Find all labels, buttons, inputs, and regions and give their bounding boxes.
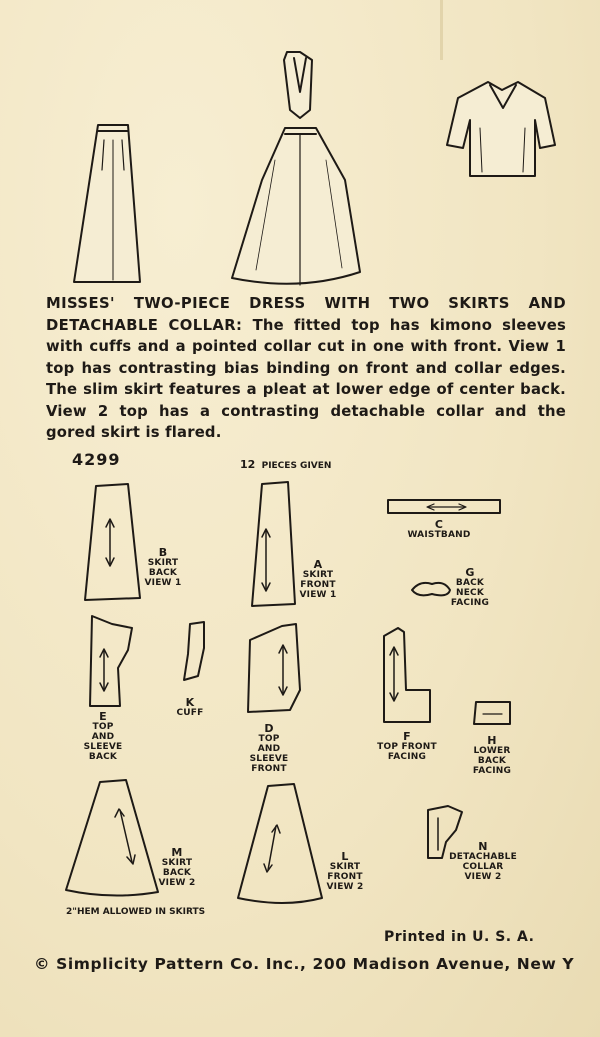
fitted-top-illustration — [447, 82, 555, 176]
label-piece-L: L SKIRT FRONT VIEW 2 — [326, 850, 364, 892]
piece-M-skirt-back-v2 — [66, 780, 158, 896]
label-piece-M: M SKIRT BACK VIEW 2 — [158, 846, 196, 888]
piece-E-top-back — [90, 616, 132, 706]
label-piece-C: C WAISTBAND — [407, 518, 471, 540]
piece-L-skirt-front-v2 — [238, 784, 322, 903]
pattern-number: 4299 — [72, 450, 121, 469]
piece-K-cuff — [184, 622, 204, 680]
piece-G-back-neck-facing — [412, 583, 450, 595]
description-heading: MISSES' TWO-PIECE DRESS WITH TWO SKIRTS AND DETACHABLE COLLAR: — [46, 295, 566, 334]
piece-B-skirt-back — [85, 484, 140, 600]
piece-F-top-front-facing — [384, 628, 430, 722]
pattern-description — [46, 293, 566, 444]
hem-note: 2"HEM ALLOWED IN SKIRTS — [66, 907, 206, 917]
piece-H-lower-back-facing — [474, 702, 510, 724]
pieces-given — [240, 458, 331, 471]
label-piece-N: N DETACHABLE COLLAR VIEW 2 — [449, 840, 517, 882]
pieces-label: PIECES GIVEN — [261, 461, 332, 471]
label-piece-A: A SKIRT FRONT VIEW 1 — [299, 558, 337, 600]
pieces-count: 12 — [240, 458, 256, 471]
slim-skirt-illustration — [74, 125, 140, 282]
collar-illustration — [284, 52, 312, 118]
label-piece-F: F TOP FRONT FACING — [377, 730, 437, 762]
flared-skirt-illustration — [232, 128, 360, 285]
label-piece-E: E TOP AND SLEEVE BACK — [83, 710, 123, 762]
piece-A-skirt-front — [252, 482, 295, 606]
label-piece-H: H LOWER BACK FACING — [472, 734, 512, 776]
label-piece-D: D TOP AND SLEEVE FRONT — [249, 722, 289, 774]
piece-D-top-front — [248, 624, 300, 712]
printed-in: Printed in U. S. A. — [384, 929, 535, 945]
label-piece-G: G BACK NECK FACING — [450, 566, 490, 608]
label-piece-K: K CUFF — [176, 696, 204, 718]
label-piece-B: B SKIRT BACK VIEW 1 — [144, 546, 182, 588]
copyright-line: © Simplicity Pattern Co. Inc., 200 Madison Avenue, New Y — [34, 955, 575, 973]
description-body: The fitted top has kimono sleeves with cuffs and a pointed collar cut in one with front. View 1 top has contrasting bias binding on front and collar edges. The slim skirt features a pleat at lower edge of center back. View 2 top has a contrasting detachable collar and the gored skirt is flared. — [46, 316, 566, 441]
piece-C-waistband — [388, 500, 500, 513]
